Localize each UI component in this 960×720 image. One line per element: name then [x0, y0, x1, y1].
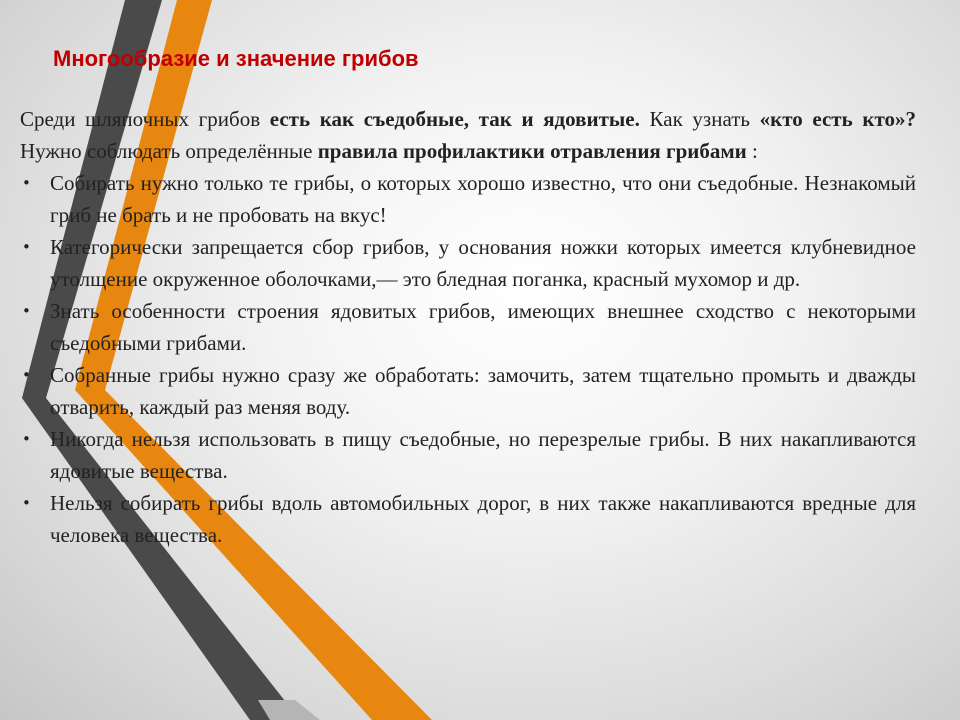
- bullet-icon: •: [22, 430, 31, 448]
- rules-list: [20, 167, 916, 551]
- intro-text-1: Среди шляпочных грибов: [20, 107, 270, 131]
- bullet-icon: •: [22, 174, 31, 192]
- slide-title: Многообразие и значение грибов: [53, 46, 419, 71]
- rule-text: Собирать нужно только те грибы, о которых хорошо известно, что они съедобные. Незнакомый гриб не брать и не пробовать на вкус!: [50, 171, 916, 227]
- bullet-icon: •: [22, 238, 31, 256]
- slide-content: [20, 103, 916, 551]
- rule-text: Никогда нельзя использовать в пищу съедобные, но перезрелые грибы. В них накапливаются ядовитые вещества.: [50, 427, 916, 483]
- rule-item: [20, 167, 916, 231]
- rule-text: Знать особенности строения ядовитых грибов, имеющих внешнее сходство с некоторыми съедобными грибами.: [50, 299, 916, 355]
- bullet-icon: •: [22, 302, 31, 320]
- intro-text-3: Нужно соблюдать определённые: [20, 139, 318, 163]
- intro-text-4: :: [746, 139, 758, 163]
- intro-bold-2: «кто есть кто»?: [759, 107, 916, 131]
- rule-item: [20, 295, 916, 359]
- rule-text: Категорически запрещается сбор грибов, у основания ножки которых имеется клубневидное утолщение окруженное оболочками,— это бледная поганка, красный мухомор и др.: [50, 235, 916, 291]
- rule-item: [20, 359, 916, 423]
- intro-text-2: Как узнать: [639, 107, 760, 131]
- intro-paragraph: [20, 103, 916, 167]
- rule-item: [20, 231, 916, 295]
- bullet-icon: •: [22, 366, 31, 384]
- rule-item: [20, 423, 916, 487]
- intro-bold-3: правила профилактики отравления грибами: [317, 139, 747, 163]
- intro-bold-1: есть как съедобные, так и ядовитые.: [269, 107, 640, 131]
- rule-text: Собранные грибы нужно сразу же обработать: замочить, затем тщательно промыть и дважды отварить, каждый раз меняя воду.: [50, 363, 916, 419]
- rule-item: [20, 487, 916, 551]
- rule-text: Нельзя собирать грибы вдоль автомобильных дорог, в них также накапливаются вредные для человека вещества.: [50, 491, 916, 547]
- bullet-icon: •: [22, 494, 31, 512]
